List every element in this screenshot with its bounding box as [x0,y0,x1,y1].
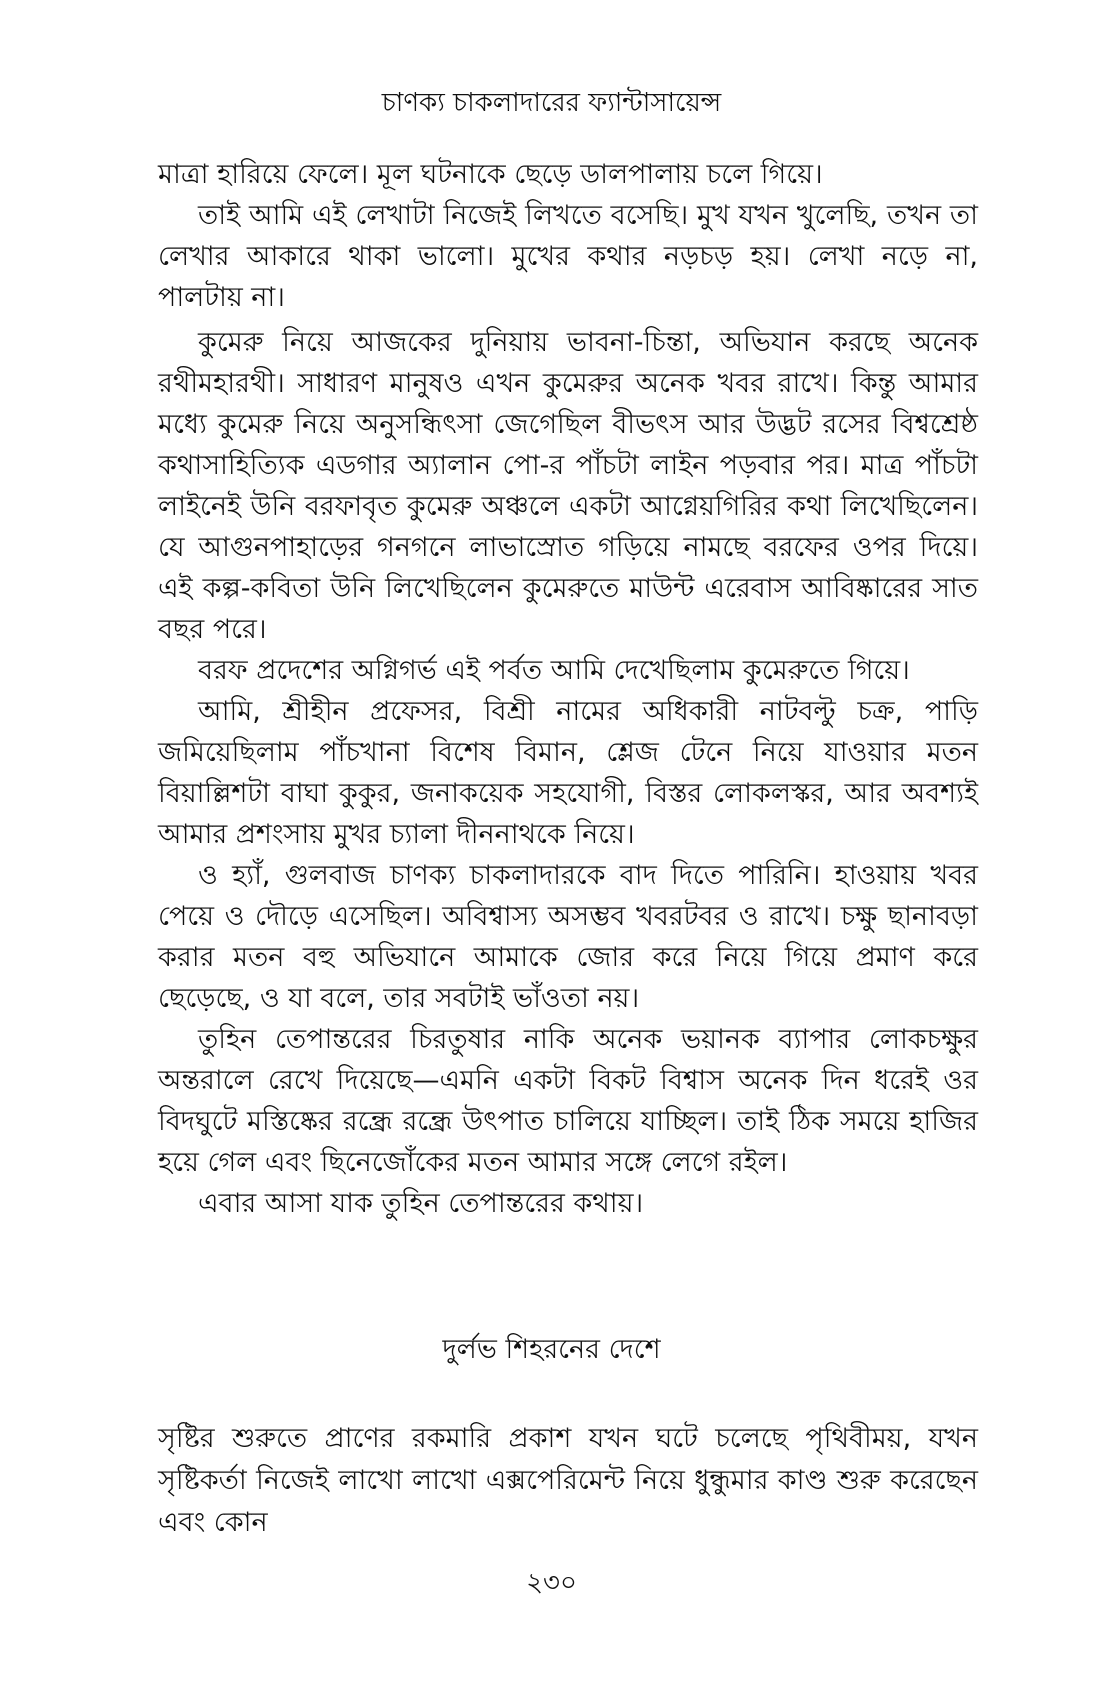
paragraph: ও হ্যাঁ, গুলবাজ চাণক্য চাকলাদারকে বাদ দিতে পারিনি। হাওয়ায় খবর পেয়ে ও দৌড়ে এসেছিল। অবিশ্বাস্য অসম্ভব খবরটবর ও রাখে। চক্ষু ছানাবড়া করার মতন বহু অভিযানে আমাকে জোর করে নিয়ে গিয়ে প্রমাণ করে ছেড়েছে, ও যা বলে, তার সবটাই ভাঁওতা নয়। [158,860,978,1014]
running-header: চাণক্য চাকলাদারের ফ্যান্টাসায়েন্স [381,88,722,118]
paragraph: তুহিন তেপান্তরের চিরতুষার নাকি অনেক ভয়ানক ব্যাপার লোকচক্ষুর অন্তরালে রেখে দিয়েছে—এমনি একটা বিকট বিশ্বাস অনেক দিন ধরেই ওর বিদঘুটে মস্তিষ্কের রন্ধ্রে রন্ধ্রে উৎপাত চালিয়ে যাচ্ছিল। তাই ঠিক সময়ে হাজির হয়ে গেল এবং ছিনেজোঁকের মতন আমার সঙ্গে লেগে রইল। [158,1024,978,1178]
main-text-block [158,154,978,1224]
paragraph-continuation: মাত্রা হারিয়ে ফেলে। মূল ঘটনাকে ছেড়ে ডালপালায় চলে গিয়ে। [158,159,823,190]
section-heading: দুর্লভ শিহরনের দেশে [442,1334,661,1365]
page-number: ২৩০ [526,1568,577,1598]
paragraph: তাই আমি এই লেখাটা নিজেই লিখতে বসেছি। মুখ যখন খুলেছি, তখন তা লেখার আকারে থাকা ভালো। মুখের কথার নড়চড় হয়। লেখা নড়ে না, পালটায় না। [158,200,978,313]
section-text-block [158,1418,978,1544]
paragraph: কুমেরু নিয়ে আজকের দুনিয়ায় ভাবনা-চিন্তা, অভিযান করছে অনেক রথীমহারথী। সাধারণ মানুষও এখন কুমেরুর অনেক খবর রাখে। কিন্তু আমার মধ্যে কুমেরু নিয়ে অনুসন্ধিৎসা জেগেছিল বীভৎস আর উদ্ভট রসের বিশ্বশ্রেষ্ঠ কথাসাহিত্যিক এডগার অ্যালান পো-র পাঁচটা লাইন পড়বার পর। মাত্র পাঁচটা লাইনেই উনি বরফাবৃত কুমেরু অঞ্চলে একটা আগ্নেয়গিরির কথা লিখেছিলেন। যে আগুনপাহাড়ের গনগনে লাভাস্রোত গড়িয়ে নামছে বরফের ওপর দিয়ে। এই কল্প-কবিতা উনি লিখেছিলেন কুমেরুতে মাউন্ট এরেবাস আবিষ্কারের সাত বছর পরে। [158,327,978,645]
section-first-paragraph: সৃষ্টির শুরুতে প্রাণের রকমারি প্রকাশ যখন ঘটে চলেছে পৃথিবীময়, যখন সৃষ্টিকর্তা নিজেই লাখো লাখো এক্সপেরিমেন্ট নিয়ে ধুন্ধুমার কাণ্ড শুরু করেছেন এবং কোন [158,1423,978,1538]
paragraph: আমি, শ্রীহীন প্রফেসর, বিশ্রী নামের অধিকারী নাটবল্টু চক্র, পাড়ি জমিয়েছিলাম পাঁচখানা বিশেষ বিমান, শ্লেজ টেনে নিয়ে যাওয়ার মতন বিয়াল্লিশটা বাঘা কুকুর, জনাকয়েক সহযোগী, বিস্তর লোকলস্কর, আর অবশ্যই আমার প্রশংসায় মুখর চ্যালা দীননাথকে নিয়ে। [158,696,978,850]
paragraph: এবার আসা যাক তুহিন তেপান্তরের কথায়। [198,1188,644,1219]
paragraph: বরফ প্রদেশের অগ্নিগর্ভ এই পর্বত আমি দেখেছিলাম কুমেরুতে গিয়ে। [198,655,910,686]
